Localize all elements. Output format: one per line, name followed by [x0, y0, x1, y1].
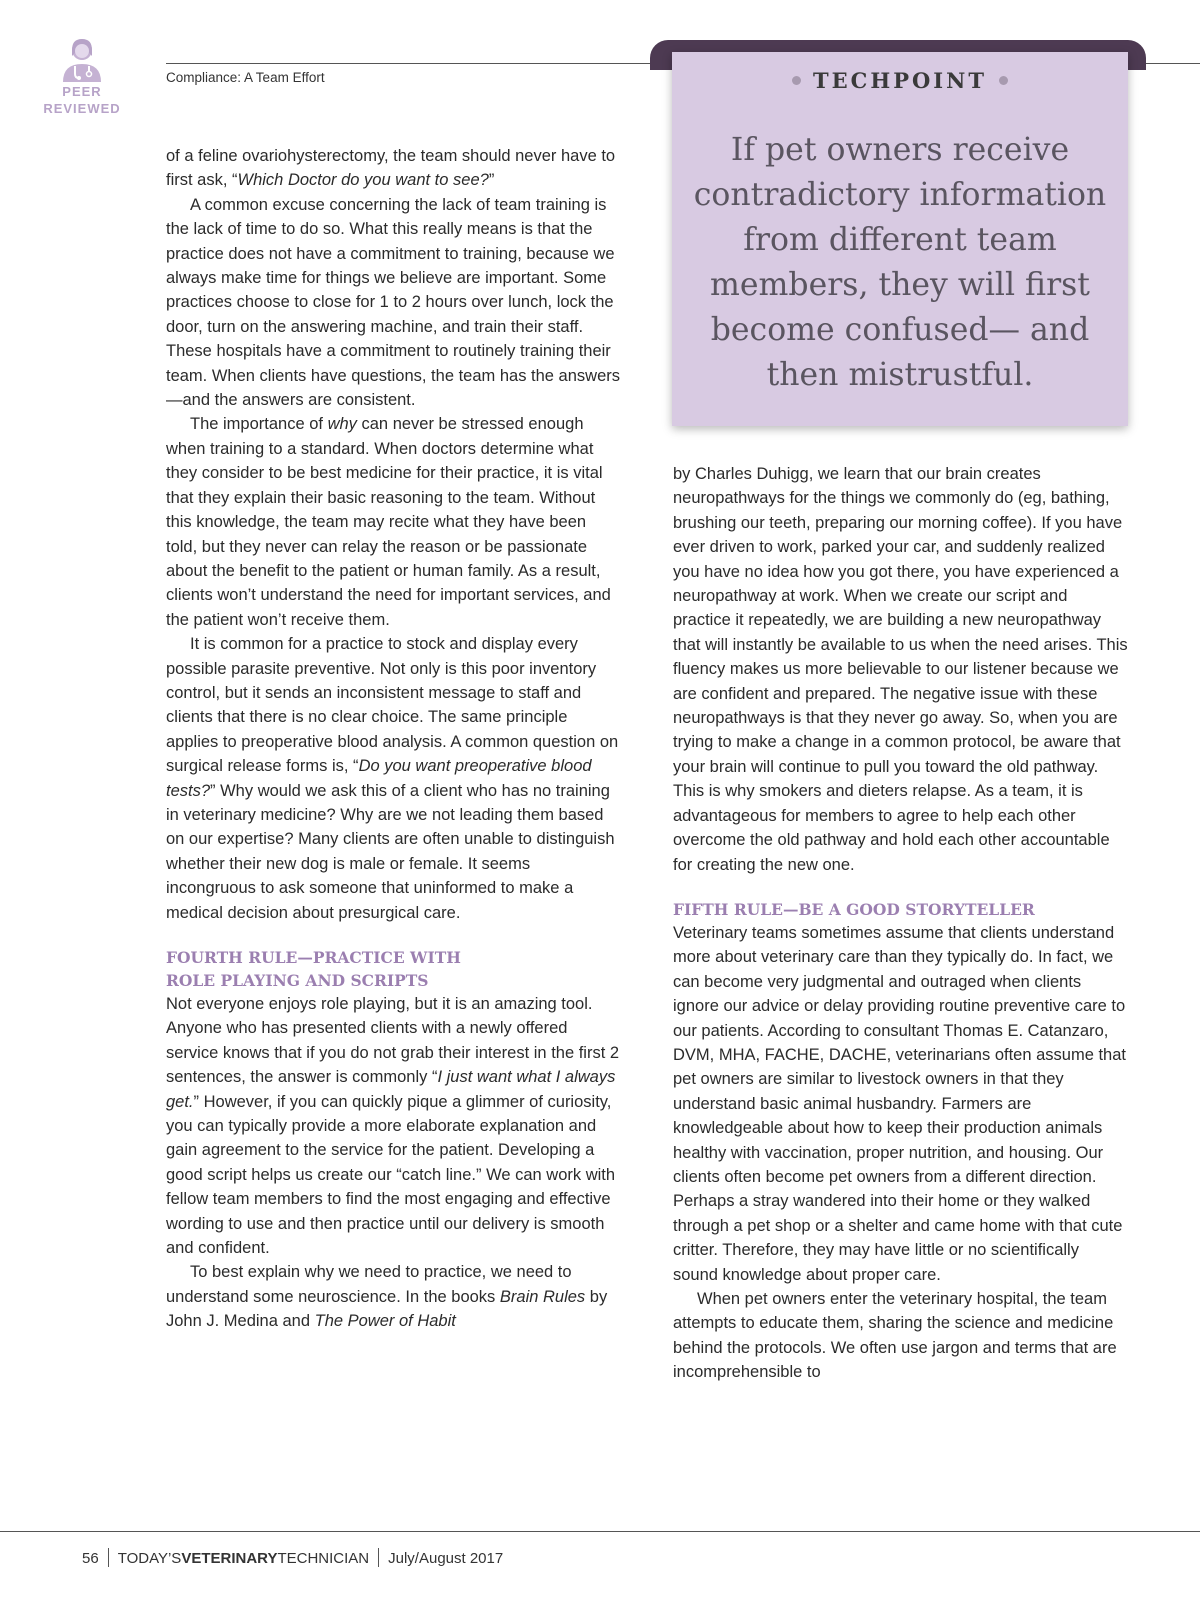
emphasis: why [327, 415, 357, 434]
text: ” Why would we ask this of a client who has no training in veterinary medicine? Why are we not leading them based on our expertise? Many clients are often unable to distinguish whether their new dog is male or female. It seems incongruous to ask someone that uninformed to make a medical decision about presurgical care. [166, 781, 615, 922]
spacer [673, 877, 1128, 898]
book-title: The Power of Habit [314, 1312, 456, 1331]
issue-date: July/August 2017 [388, 1550, 504, 1567]
reviewed-label: REVIEWED [43, 101, 121, 116]
dot-left-icon [792, 76, 801, 85]
peer-reviewed-badge [38, 36, 126, 116]
bottom-rule [0, 1531, 1200, 1532]
right-column [673, 462, 1128, 1385]
left-column [166, 144, 621, 1334]
paragraph [166, 412, 621, 632]
magazine-suffix: TECHNICIAN [277, 1550, 370, 1567]
paragraph [166, 1260, 621, 1333]
techpoint-box [672, 52, 1128, 426]
quote-text: Do you want preoperative blood tests? [166, 757, 592, 800]
techpoint-title-text: TECHPOINT [813, 68, 987, 93]
footer-separator [108, 1548, 109, 1567]
running-head: Compliance: A Team Effort [166, 70, 325, 85]
paragraph [166, 144, 621, 193]
heading-line: FOURTH RULE—PRACTICE WITH [166, 948, 461, 967]
doctor-icon [59, 36, 105, 82]
text: To best explain why we need to practice, we need to understand some neuroscience. In the books [166, 1263, 572, 1306]
spacer [166, 925, 621, 946]
text: ” However, if you can quickly pique a glimmer of curiosity, you can typically provide a more elaborate explanation and gain agreement to the service for the patient. Developing a good script helps us create our “catch line.” We can work with fellow team members to find the most engaging and effective wording to use and then practice until our delivery is smooth and confident. [166, 1092, 616, 1258]
paragraph: A common excuse concerning the lack of team training is the lack of time to do so. What this really means is that the practice does not have a commitment to training, because we always make time for things we believe are important. Some practices choose to close for 1 to 2 hours over lunch, lock the door, turn on the answering machine, and train their staff. These hospitals have a commitment to routinely training their team. When clients have questions, the team has the answers—and the answers are consistent. [166, 195, 620, 410]
quote-text: I just want what I always get. [166, 1068, 616, 1111]
text: of a feline ovariohysterectomy, the team should never have to first ask, “ [166, 147, 616, 190]
text: can never be stressed enough when training to a standard. When doctors determine what they consider to be best medicine for their practice, it is vital that they explain their basic reasoning to the team. Without this knowledge, the team may recite what they have been told, but they never can relay the reason or be passionate about the benefit to the patient or human family. As a result, clients won’t understand the need for important services, and the patient won’t receive them. [166, 415, 611, 629]
text: Not everyone enjoys role playing, but it is an amazing tool. Anyone who has presented clients with a newly offered service knows that if you do not grab their interest in the first 2 sentences, the answer is commonly “ [166, 995, 620, 1087]
magazine-name [118, 1550, 369, 1567]
paragraph: When pet owners enter the veterinary hospital, the team attempts to educate them, sharing the science and medicine behind the protocols. We often use jargon and terms that are incomprehensible to [673, 1290, 1117, 1382]
techpoint-title [672, 68, 1128, 93]
quote-text: Which Doctor do you want to see? [237, 171, 489, 190]
text: The importance of [190, 415, 328, 434]
text: It is common for a practice to stock and display every possible parasite preventive. Not only is this poor inventory control, but it sends an inconsistent message to staff and clients that there is no clear choice. The same principle applies to preoperative blood analysis. A common question on surgical release forms is, “ [166, 635, 619, 776]
paragraph [166, 992, 621, 1260]
footer-separator [378, 1548, 379, 1567]
text: ” [488, 171, 495, 190]
page-number: 56 [82, 1550, 99, 1567]
techpoint-quote: If pet owners receive contradictory information from different team members, they will first become confused— and then mistrustful. [693, 132, 1107, 393]
section-heading [166, 946, 621, 992]
paragraph: Veterinary teams sometimes assume that clients understand more about veterinary care than they typically do. In fact, we can become very judgmental and outraged when clients ignore our advice or delay providing routine preventive care to our patients. According to consultant Thomas E. Catanzaro, DVM, MHA, FACHE, DACHE, veterinarians often assume that pet owners are similar to livestock owners in that they understand basic animal husbandry. Farmers are knowledgeable about how to keep their production animals healthy with vaccination, proper nutrition, and housing. Our clients often become pet owners from a different direction. Perhaps a stray wandered into their home or they walked through a pet shop or a shelter and came home with that cute critter. Therefore, they may have little or no scientifically sound knowledge about proper care. [673, 923, 1126, 1284]
peer-label: PEER [62, 84, 102, 99]
magazine-prefix: TODAY’S [117, 1550, 182, 1567]
heading-line: ROLE PLAYING AND SCRIPTS [166, 971, 429, 990]
footer [82, 1548, 503, 1567]
paragraph [166, 632, 621, 925]
book-title: Brain Rules [499, 1287, 586, 1306]
paragraph: by Charles Duhigg, we learn that our brain creates neuropathways for the things we commonly do (eg, bathing, brushing our teeth, preparing our morning coffee). If you have ever driven to work, parked your car, and suddenly realized you have no idea how you got there, you have experienced a neuropathway at work. When we create our script and practice it repeatedly, we are building a new neuropathway that will instantly be available to us when the need arises. This fluency makes us more believable to our listener because we are confident and prepared. The negative issue with these neuropathways is that they never go away. So, when you are trying to make a change in a common protocol, be aware that your brain will continue to pull you toward the old pathway. This is why smokers and dieters relapse. As a team, it is advantageous for members to agree to help each other overcome the old pathway and hold each other accountable for creating the new one. [673, 465, 1128, 874]
dot-right-icon [999, 76, 1008, 85]
section-heading: FIFTH RULE—BE A GOOD STORYTELLER [673, 899, 1035, 919]
magazine-bold: VETERINARY [181, 1550, 278, 1567]
text: by John J. Medina and [166, 1287, 608, 1331]
